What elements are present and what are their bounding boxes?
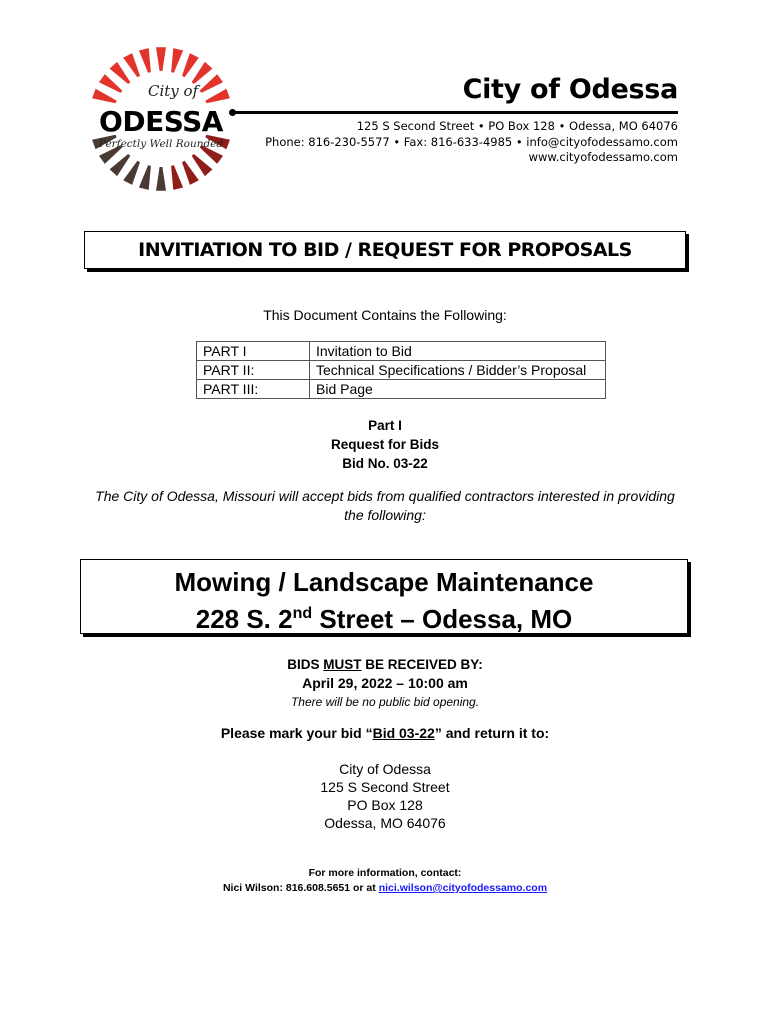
- logo-ray: [171, 48, 183, 73]
- logo-ray: [192, 154, 213, 176]
- project-title-box: [80, 559, 688, 634]
- contents-description: Bid Page: [310, 380, 606, 399]
- deadline-note: There will be no public bid opening.: [290, 695, 480, 709]
- contents-table: [196, 341, 606, 399]
- return-address-line: City of Odessa: [339, 761, 431, 777]
- logo-ray: [192, 62, 213, 84]
- city-of-odessa-logo: [88, 44, 234, 194]
- logo-wordmark: ODESSA: [99, 105, 223, 138]
- organization-phone-fax-email: Phone: 816-230-5577 • Fax: 816-633-4985 • info@cityofodessamo.com: [265, 135, 678, 149]
- logo-ray: [182, 53, 199, 77]
- document-title: INVITIATION TO BID / REQUEST FOR PROPOSALS: [138, 239, 632, 261]
- logo-ray: [156, 47, 166, 71]
- return-address-line: 125 S Second Street: [320, 779, 450, 795]
- logo-script-top: City of: [148, 82, 199, 100]
- contact-line: Nici Wilson: 816.608.5651 or at nici.wilson@cityofodessamo.com: [222, 882, 548, 894]
- contents-description: Invitation to Bid: [310, 342, 606, 361]
- deadline-label: BIDS MUST BE RECEIVED BY:: [287, 657, 483, 672]
- bid-number: Bid No. 03-22: [342, 456, 428, 471]
- bid-deadline-block: [0, 656, 770, 711]
- table-row: [197, 361, 606, 380]
- logo-ray: [110, 154, 131, 176]
- logo-ray: [156, 167, 166, 191]
- logo-ray: [200, 74, 223, 93]
- contact-email-link[interactable]: nici.wilson@cityofodessamo.com: [378, 882, 548, 894]
- return-instructions: Please mark your bid “Bid 03-22” and return it to:: [220, 725, 550, 741]
- logo-ray: [123, 161, 140, 185]
- return-address-line: Odessa, MO 64076: [324, 815, 446, 831]
- project-location: 228 S. 2nd Street – Odessa, MO: [195, 604, 573, 634]
- contents-part: PART I: [197, 342, 310, 361]
- logo-ray: [205, 89, 230, 104]
- logo-ray: [123, 53, 140, 77]
- contents-description: Technical Specifications / Bidder’s Proposal: [310, 361, 606, 380]
- organization-address: 125 S Second Street • PO Box 128 • Odessa, MO 64076: [356, 119, 678, 133]
- table-row: [197, 380, 606, 399]
- logo-ray: [99, 74, 122, 93]
- return-address-line: PO Box 128: [347, 797, 423, 813]
- deadline-datetime: April 29, 2022 – 10:00 am: [302, 675, 468, 691]
- intro-paragraph: The City of Odessa, Missouri will accept bids from qualified contractors interested in providing the following:: [95, 488, 675, 523]
- document-title-box: [84, 231, 686, 269]
- logo-tagline: Perfectly Well Rounded: [98, 138, 224, 150]
- contents-part: PART II:: [197, 361, 310, 380]
- contents-caption: This Document Contains the Following:: [263, 307, 507, 323]
- project-title: Mowing / Landscape Maintenance: [174, 567, 594, 597]
- table-row: [197, 342, 606, 361]
- organization-title: City of Odessa: [462, 74, 678, 105]
- logo-ray: [171, 165, 183, 190]
- logo-ray: [139, 48, 151, 73]
- logo-ray: [110, 62, 131, 84]
- contact-block: [0, 866, 770, 896]
- header-divider: [232, 111, 678, 114]
- part-one-heading-block: [0, 416, 770, 473]
- contents-part: PART III:: [197, 380, 310, 399]
- return-address: [0, 760, 770, 832]
- part-heading: Part I: [368, 418, 402, 433]
- contact-heading: For more information, contact:: [308, 867, 462, 879]
- logo-ray: [139, 165, 151, 190]
- logo-ray: [182, 161, 199, 185]
- organization-website: www.cityofodessamo.com: [528, 150, 678, 164]
- logo-ray: [92, 89, 117, 104]
- part-subheading: Request for Bids: [330, 437, 439, 452]
